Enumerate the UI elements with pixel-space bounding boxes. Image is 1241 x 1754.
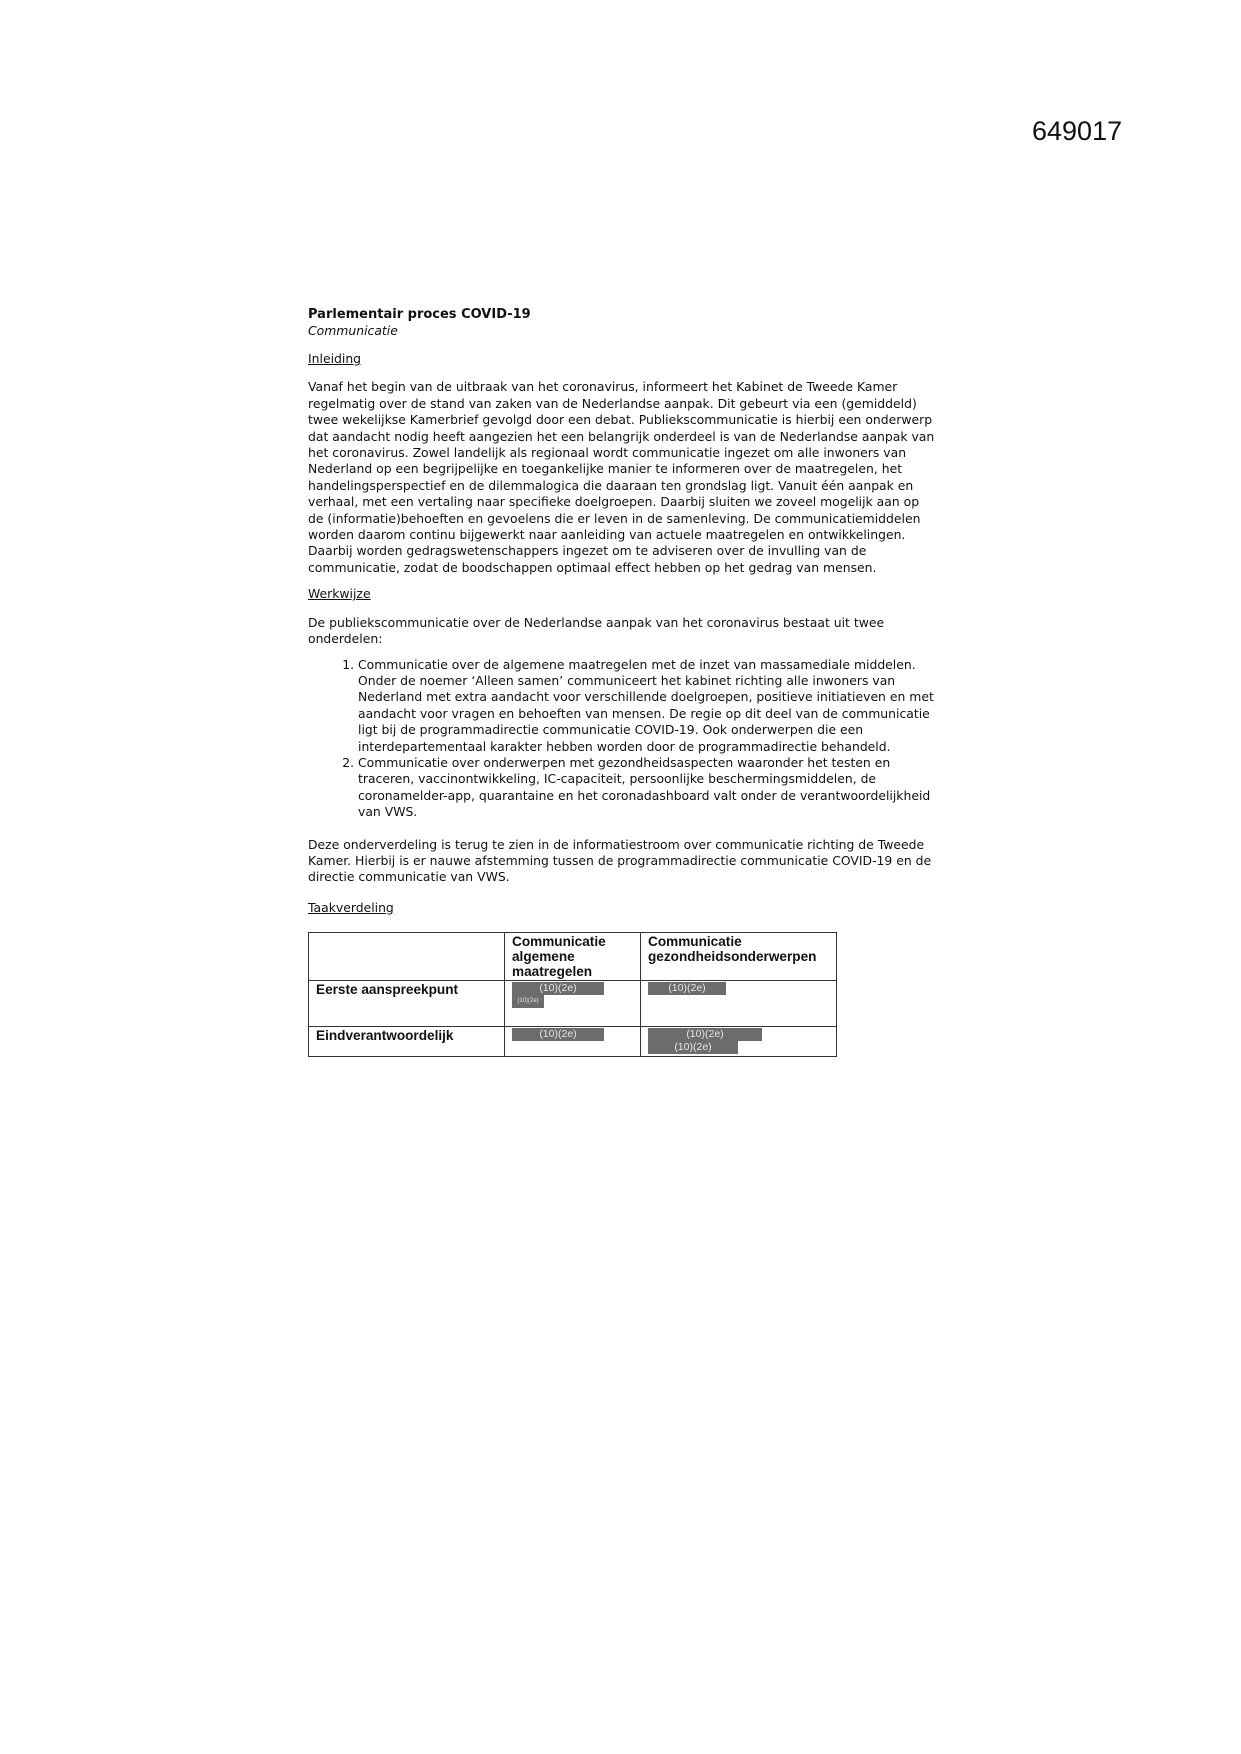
werkwijze-list [308,657,938,821]
table-cell [505,1027,641,1057]
table-row [309,981,837,1027]
taakverdeling-table [308,932,837,1057]
table-header-row [309,933,837,981]
row-label: Eindverantwoordelijk [309,1027,505,1057]
table-cell [641,1027,837,1057]
document-body [308,306,938,1057]
list-item: 1. Communicatie over de algemene maatregelen met de inzet van massamediale middelen. Onder de noemer ‘Alleen samen’ communiceert het kabinet richting alle inwoners van Nederland met extra aandacht voor verschillende doelgroepen, positieve initiatieven en met aandacht voor vragen en behoeften van mensen. De regie op dit deel van de communicatie ligt bij de programmadirectie communicatie COVID-19. Ook onderwerpen die een interdepartementaal karakter hebben worden door de programmadirectie behandeld. [358,657,938,755]
document-number: 649017 [1032,116,1123,146]
table-header-empty [309,933,505,981]
paragraph-inleiding: Vanaf het begin van de uitbraak van het coronavirus, informeert het Kabinet de Tweede Kamer regelmatig over de stand van zaken van de Nederlandse aanpak. Dit gebeurt via een (gemiddeld) twee wekelijkse Kamerbrief gevolgd door een debat. Publiekscommunicatie is hierbij een onderwerp dat aandacht nodig heeft aangezien het een belangrijk onderdeel is van de Nederlandse aanpak van het coronavirus. Zowel landelijk als regionaal wordt communicatie ingezet om alle inwoners van Nederland op een begrijpelijke en toegankelijke manier te informeren over de maatregelen, het handelingsperspectief en de dilemmalogica die daaraan ten grondslag ligt. Vanuit één aanpak en verhaal, met een vertaling naar specifieke doelgroepen. Daarbij sluiten we zoveel mogelijk aan op de (informatie)behoeften en gevoelens die er leven in de samenleving. De communicatiemiddelen worden daarom continu bijgewerkt naar aanleiding van actuele maatregelen en ontwikkelingen. Daarbij worden gedragswetenschappers ingezet om te adviseren over de invulling van de communicatie, zodat de boodschappen optimaal effect hebben op het gedrag van mensen. [308,379,935,575]
paragraph-werkwijze-after: Deze onderverdeling is terug te zien in de informatiestroom over communicatie richting de Tweede Kamer. Hierbij is er nauwe afstemming tussen de programmadirectie communicatie COVID-19 en de directie communicatie van VWS. [308,836,932,885]
redaction-box: (10)(2e) [648,982,726,995]
paragraph-werkwijze-intro: De publiekscommunicatie over de Nederlandse aanpak van het coronavirus bestaat uit twee onderdelen: [308,614,885,647]
redaction-box: (10)(2e) [648,1041,738,1054]
heading-werkwijze: Werkwijze [308,586,371,602]
table-header-algemene-maatregelen: Communicatie algemene maatregelen [505,933,641,981]
list-item: 2. Communicatie over onderwerpen met gezondheidsaspecten waaronder het testen en traceren, vaccinontwikkeling, IC-capaciteit, persoonlijke beschermingsmiddelen, de coronamelder-app, quarantaine en het coronadashboard valt onder de verantwoordelijkheid van VWS. [358,755,938,821]
table-cell [505,981,641,1027]
redaction-box: (10)(2e) [512,995,544,1008]
document-subtitle: Communicatie [308,323,398,338]
document-title: Parlementair proces COVID-19 [308,307,531,322]
heading-taakverdeling: Taakverdeling [308,899,394,915]
table-cell [641,981,837,1027]
row-label: Eerste aanspreekpunt [309,981,505,1027]
redaction-box: (10)(2e) [648,1028,762,1041]
redaction-box: (10)(2e) [512,1028,604,1041]
heading-inleiding: Inleiding [308,351,362,366]
table-header-gezondheidsonderwerpen: Communicatie gezondheidsonderwerpen [641,933,837,981]
table-row [309,1027,837,1057]
redaction-box: (10)(2e) [512,982,604,995]
